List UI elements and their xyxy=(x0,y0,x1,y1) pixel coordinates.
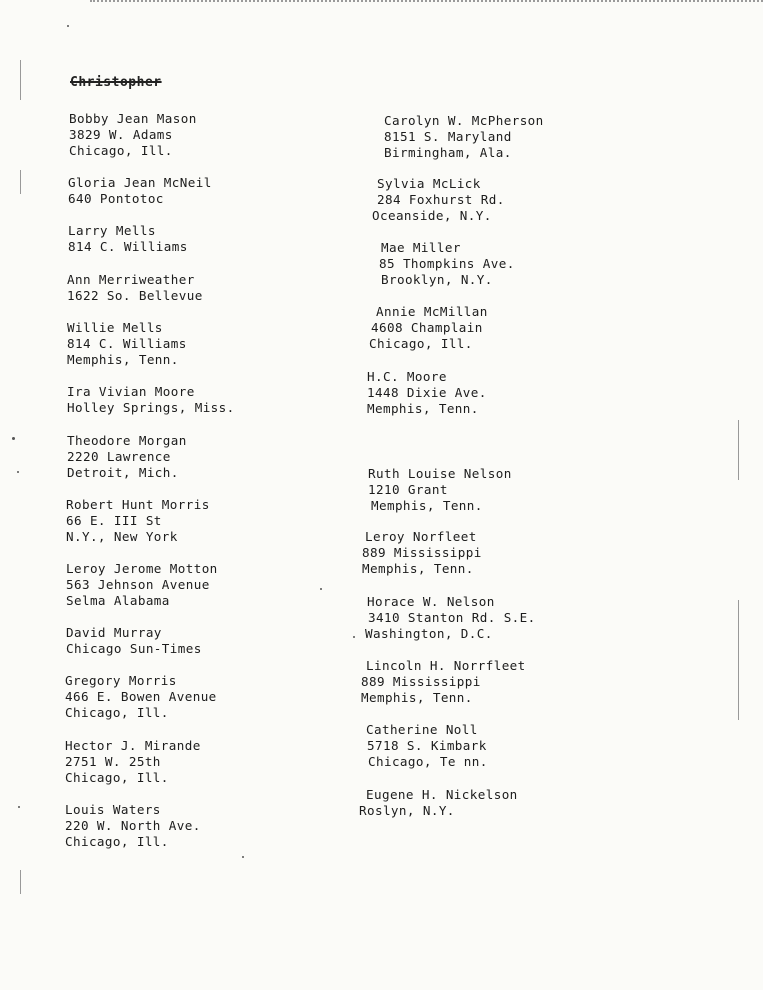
entry-city: Chicago, Ill. xyxy=(65,705,169,721)
address-entry xyxy=(384,113,544,162)
address-entry xyxy=(367,369,487,418)
entry-street: 3829 W. Adams xyxy=(69,127,173,143)
entry-street: 220 W. North Ave. xyxy=(65,818,201,834)
address-entry xyxy=(362,529,482,578)
entry-name: Gloria Jean McNeil xyxy=(68,175,212,190)
entry-name: Ann Merriweather xyxy=(67,272,195,287)
entry-name: Catherine Noll xyxy=(366,722,478,737)
entry-city: Chicago, Ill. xyxy=(369,336,473,352)
entry-name: Robert Hunt Morris xyxy=(66,497,210,512)
address-entry xyxy=(67,384,235,416)
entry-city: N.Y., New York xyxy=(66,529,178,545)
address-entry xyxy=(379,240,515,289)
entry-name: Lincoln H. Norrfleet xyxy=(366,658,526,673)
entry-city: Washington, D.C. xyxy=(365,626,493,642)
entry-name: Louis Waters xyxy=(65,802,161,817)
scan-speck xyxy=(242,856,244,858)
entry-city: Memphis, Tenn. xyxy=(362,561,474,577)
address-entry xyxy=(372,176,505,225)
entry-name: Annie McMillan xyxy=(376,304,488,319)
address-entry xyxy=(67,272,203,304)
entry-name: Ruth Louise Nelson xyxy=(368,466,512,481)
entry-city: Memphis, Tenn. xyxy=(367,401,479,417)
page-top-edge xyxy=(90,0,763,7)
margin-mark xyxy=(20,170,21,194)
entry-street: 1622 So. Bellevue xyxy=(67,288,203,304)
entry-city: Memphis, Tenn. xyxy=(67,352,179,368)
entry-name: Hector J. Mirande xyxy=(65,738,201,753)
address-entry xyxy=(67,433,187,482)
margin-mark xyxy=(738,420,739,480)
entry-name: Theodore Morgan xyxy=(67,433,187,448)
entry-city: Chicago, Ill. xyxy=(65,834,169,850)
entry-city: Chicago, Te nn. xyxy=(368,754,488,770)
entry-name: Eugene H. Nickelson xyxy=(366,787,518,802)
entry-street: 466 E. Bowen Avenue xyxy=(65,689,217,705)
entry-city: Memphis, Tenn. xyxy=(361,690,473,706)
page-heading: Christopher xyxy=(70,75,162,90)
scan-speck xyxy=(18,806,20,808)
address-entry xyxy=(65,802,201,851)
entry-name: David Murray xyxy=(66,625,162,640)
entry-name: Mae Miller xyxy=(381,240,461,255)
entry-city: Roslyn, N.Y. xyxy=(359,803,455,819)
entry-street: 2751 W. 25th xyxy=(65,754,161,770)
entry-name: Larry Mells xyxy=(68,223,156,238)
address-entry xyxy=(368,466,512,515)
entry-street: 3410 Stanton Rd. S.E. xyxy=(368,610,536,626)
entry-city: Brooklyn, N.Y. xyxy=(381,272,493,288)
address-entry xyxy=(359,787,518,819)
entry-city: Birmingham, Ala. xyxy=(384,145,512,161)
entry-street: 4608 Champlain xyxy=(371,320,483,336)
entry-city: Memphis, Tenn. xyxy=(371,498,483,514)
entry-street: 889 Mississippi xyxy=(361,674,481,690)
entry-city: Chicago, Ill. xyxy=(69,143,173,159)
entry-name: Willie Mells xyxy=(67,320,163,335)
address-entry xyxy=(65,738,201,787)
entry-street: 5718 S. Kimbark xyxy=(367,738,487,754)
entry-name: Carolyn W. McPherson xyxy=(384,113,544,128)
entry-street: 814 C. Williams xyxy=(68,239,188,255)
address-entry xyxy=(67,320,187,369)
entry-street: 1448 Dixie Ave. xyxy=(367,385,487,401)
margin-mark xyxy=(20,60,21,100)
address-entry xyxy=(69,111,197,160)
scan-speck xyxy=(12,437,15,440)
entry-name: H.C. Moore xyxy=(367,369,447,384)
address-entry xyxy=(366,722,488,771)
scan-speck xyxy=(67,25,69,27)
entry-street: 814 C. Williams xyxy=(67,336,187,352)
margin-mark xyxy=(738,600,739,720)
address-entry xyxy=(68,175,212,207)
entry-city: Detroit, Mich. xyxy=(67,465,179,481)
margin-mark xyxy=(20,870,21,894)
entry-street: 2220 Lawrence xyxy=(67,449,171,465)
address-entry xyxy=(66,497,210,546)
entry-street: 640 Pontotoc xyxy=(68,191,164,207)
entry-street: 284 Foxhurst Rd. xyxy=(377,192,505,208)
entry-name: Horace W. Nelson xyxy=(367,594,495,609)
entry-name: Sylvia McLick xyxy=(377,176,481,191)
entry-city: Selma Alabama xyxy=(66,593,170,609)
address-entry xyxy=(371,304,488,353)
entry-organization: Chicago Sun-Times xyxy=(66,641,202,657)
scan-speck xyxy=(320,588,322,590)
address-entry xyxy=(65,673,217,722)
entry-name: Gregory Morris xyxy=(65,673,177,688)
entry-street: 85 Thompkins Ave. xyxy=(379,256,515,272)
entry-street: 8151 S. Maryland xyxy=(384,129,512,145)
entry-name: Leroy Norfleet xyxy=(365,529,477,544)
scan-speck xyxy=(17,471,19,473)
entry-city: Holley Springs, Miss. xyxy=(67,400,235,416)
entry-street: 563 Jehnson Avenue xyxy=(66,577,210,593)
address-entry xyxy=(66,561,218,610)
address-entry xyxy=(68,223,188,255)
address-entry xyxy=(361,658,526,707)
entry-name: Leroy Jerome Motton xyxy=(66,561,218,576)
entry-street: 1210 Grant xyxy=(368,482,448,498)
entry-street: 889 Mississippi xyxy=(362,545,482,561)
address-entry xyxy=(365,594,536,643)
entry-street: 66 E. III St xyxy=(66,513,162,529)
entry-city: Chicago, Ill. xyxy=(65,770,169,786)
entry-name: Bobby Jean Mason xyxy=(69,111,197,126)
scan-speck xyxy=(353,636,355,638)
address-entry xyxy=(66,625,202,657)
entry-name: Ira Vivian Moore xyxy=(67,384,195,399)
entry-city: Oceanside, N.Y. xyxy=(372,208,492,224)
